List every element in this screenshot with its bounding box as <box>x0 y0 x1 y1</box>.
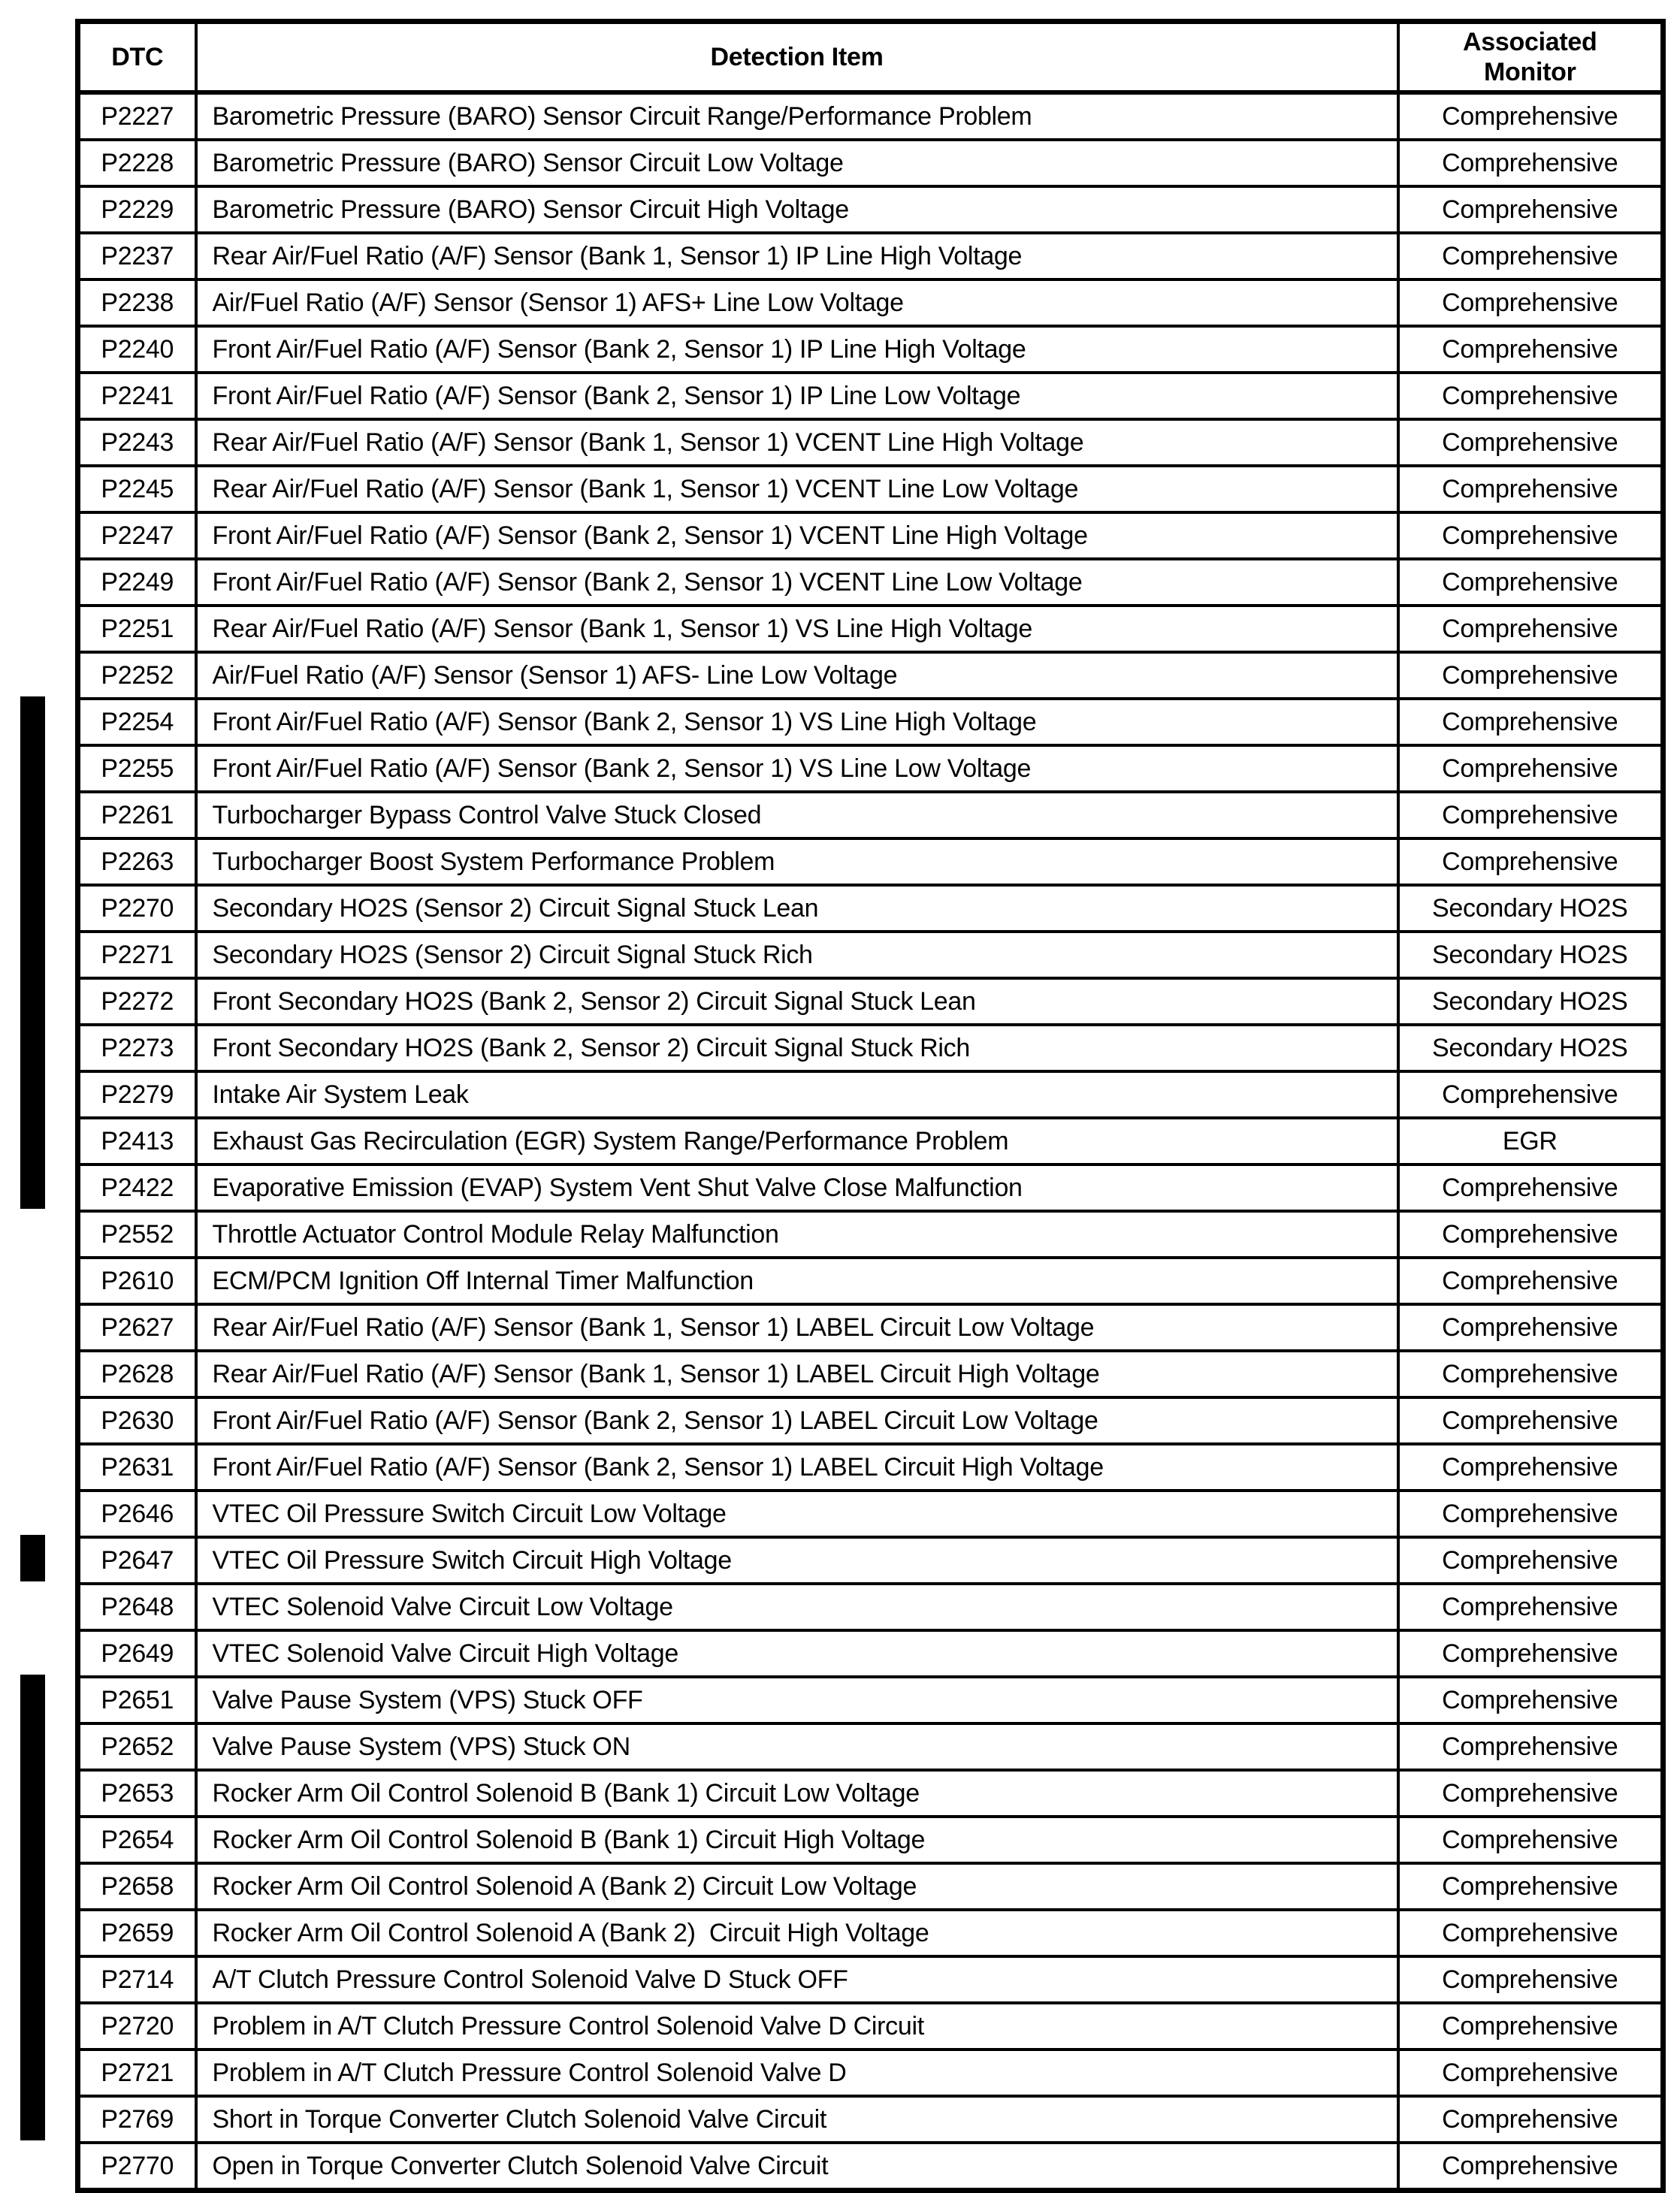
detection-item-cell: Rear Air/Fuel Ratio (A/F) Sensor (Bank 1, Sensor 1) LABEL Circuit High Voltage <box>196 1351 1398 1397</box>
detection-item-cell: VTEC Solenoid Valve Circuit Low Voltage <box>196 1584 1398 1630</box>
dtc-cell: P2238 <box>78 279 196 326</box>
table-row <box>78 1723 1663 1770</box>
associated-monitor-cell: Comprehensive <box>1398 512 1663 559</box>
dtc-cell: P2649 <box>78 1630 196 1677</box>
detection-item-cell: Secondary HO2S (Sensor 2) Circuit Signal Stuck Lean <box>196 885 1398 932</box>
dtc-cell: P2659 <box>78 1910 196 1956</box>
detection-item-cell: Rear Air/Fuel Ratio (A/F) Sensor (Bank 1, Sensor 1) VS Line High Voltage <box>196 606 1398 652</box>
associated-monitor-cell: Comprehensive <box>1398 792 1663 838</box>
associated-monitor-cell: Comprehensive <box>1398 1491 1663 1537</box>
dtc-cell: P2610 <box>78 1258 196 1304</box>
dtc-cell: P2229 <box>78 186 196 233</box>
table-row <box>78 1770 1663 1817</box>
table-row <box>78 1491 1663 1537</box>
associated-monitor-cell: Comprehensive <box>1398 186 1663 233</box>
detection-item-cell: Throttle Actuator Control Module Relay Malfunction <box>196 1211 1398 1258</box>
associated-monitor-cell: Comprehensive <box>1398 1304 1663 1351</box>
detection-item-cell: ECM/PCM Ignition Off Internal Timer Malfunction <box>196 1258 1398 1304</box>
associated-monitor-cell: Secondary HO2S <box>1398 885 1663 932</box>
detection-item-cell: Air/Fuel Ratio (A/F) Sensor (Sensor 1) AFS+ Line Low Voltage <box>196 279 1398 326</box>
dtc-cell: P2245 <box>78 466 196 512</box>
associated-monitor-cell: Comprehensive <box>1398 2050 1663 2096</box>
table-row <box>78 1164 1663 1211</box>
associated-monitor-cell: Comprehensive <box>1398 1910 1663 1956</box>
detection-item-cell: Rocker Arm Oil Control Solenoid A (Bank 2) Circuit High Voltage <box>196 1910 1398 1956</box>
table-row <box>78 699 1663 745</box>
dtc-cell: P2413 <box>78 1118 196 1164</box>
table-row <box>78 978 1663 1025</box>
dtc-cell: P2714 <box>78 1956 196 2003</box>
detection-item-cell: Valve Pause System (VPS) Stuck OFF <box>196 1677 1398 1723</box>
dtc-cell: P2721 <box>78 2050 196 2096</box>
table-row <box>78 326 1663 373</box>
revision-change-bar <box>20 1535 45 1581</box>
table-row <box>78 1071 1663 1118</box>
detection-item-cell: Rear Air/Fuel Ratio (A/F) Sensor (Bank 1, Sensor 1) IP Line High Voltage <box>196 233 1398 279</box>
associated-monitor-cell: Comprehensive <box>1398 1258 1663 1304</box>
detection-item-cell: Rocker Arm Oil Control Solenoid B (Bank 1) Circuit High Voltage <box>196 1817 1398 1863</box>
detection-item-cell: A/T Clutch Pressure Control Solenoid Valve D Stuck OFF <box>196 1956 1398 2003</box>
dtc-cell: P2647 <box>78 1537 196 1584</box>
table-row <box>78 1584 1663 1630</box>
dtc-cell: P2271 <box>78 932 196 978</box>
dtc-cell: P2654 <box>78 1817 196 1863</box>
detection-item-cell: VTEC Oil Pressure Switch Circuit High Voltage <box>196 1537 1398 1584</box>
associated-monitor-cell: Comprehensive <box>1398 1211 1663 1258</box>
dtc-cell: P2769 <box>78 2096 196 2143</box>
dtc-cell: P2249 <box>78 559 196 606</box>
dtc-cell: P2652 <box>78 1723 196 1770</box>
detection-item-cell: Front Air/Fuel Ratio (A/F) Sensor (Bank 2, Sensor 1) VS Line Low Voltage <box>196 745 1398 792</box>
table-row <box>78 1910 1663 1956</box>
dtc-cell: P2227 <box>78 92 196 140</box>
table-row <box>78 92 1663 140</box>
table-row <box>78 652 1663 699</box>
detection-item-cell: Rear Air/Fuel Ratio (A/F) Sensor (Bank 1, Sensor 1) VCENT Line Low Voltage <box>196 466 1398 512</box>
dtc-cell: P2254 <box>78 699 196 745</box>
table-row <box>78 1537 1663 1584</box>
table-row <box>78 559 1663 606</box>
dtc-cell: P2552 <box>78 1211 196 1258</box>
detection-item-cell: Intake Air System Leak <box>196 1071 1398 1118</box>
associated-monitor-cell: Comprehensive <box>1398 233 1663 279</box>
detection-item-cell: Front Air/Fuel Ratio (A/F) Sensor (Bank 2, Sensor 1) LABEL Circuit Low Voltage <box>196 1397 1398 1444</box>
associated-monitor-cell: Comprehensive <box>1398 745 1663 792</box>
associated-monitor-cell: Comprehensive <box>1398 373 1663 419</box>
associated-monitor-cell: Comprehensive <box>1398 652 1663 699</box>
associated-monitor-cell: Comprehensive <box>1398 140 1663 186</box>
dtc-cell: P2247 <box>78 512 196 559</box>
associated-monitor-cell: Comprehensive <box>1398 1584 1663 1630</box>
detection-item-cell: Open in Torque Converter Clutch Solenoid Valve Circuit <box>196 2143 1398 2191</box>
detection-item-cell: Air/Fuel Ratio (A/F) Sensor (Sensor 1) AFS- Line Low Voltage <box>196 652 1398 699</box>
detection-item-cell: Problem in A/T Clutch Pressure Control Solenoid Valve D <box>196 2050 1398 2096</box>
detection-item-cell: Barometric Pressure (BARO) Sensor Circuit High Voltage <box>196 186 1398 233</box>
detection-item-cell: Front Air/Fuel Ratio (A/F) Sensor (Bank 2, Sensor 1) IP Line Low Voltage <box>196 373 1398 419</box>
dtc-cell: P2240 <box>78 326 196 373</box>
dtc-cell: P2251 <box>78 606 196 652</box>
table-row <box>78 373 1663 419</box>
table-row <box>78 1863 1663 1910</box>
associated-monitor-cell: Secondary HO2S <box>1398 1025 1663 1071</box>
associated-monitor-cell: Comprehensive <box>1398 92 1663 140</box>
table-row <box>78 792 1663 838</box>
dtc-cell: P2658 <box>78 1863 196 1910</box>
table-row <box>78 419 1663 466</box>
detection-item-cell: Front Air/Fuel Ratio (A/F) Sensor (Bank 2, Sensor 1) LABEL Circuit High Voltage <box>196 1444 1398 1491</box>
detection-item-cell: VTEC Oil Pressure Switch Circuit Low Voltage <box>196 1491 1398 1537</box>
dtc-cell: P2279 <box>78 1071 196 1118</box>
dtc-cell: P2770 <box>78 2143 196 2191</box>
table-row <box>78 838 1663 885</box>
detection-item-cell: Rear Air/Fuel Ratio (A/F) Sensor (Bank 1, Sensor 1) LABEL Circuit Low Voltage <box>196 1304 1398 1351</box>
detection-item-cell: Rocker Arm Oil Control Solenoid B (Bank 1) Circuit Low Voltage <box>196 1770 1398 1817</box>
associated-monitor-cell: Comprehensive <box>1398 1863 1663 1910</box>
associated-monitor-cell: Comprehensive <box>1398 1537 1663 1584</box>
detection-item-cell: Front Air/Fuel Ratio (A/F) Sensor (Bank 2, Sensor 1) VS Line High Voltage <box>196 699 1398 745</box>
associated-monitor-cell: Comprehensive <box>1398 1351 1663 1397</box>
associated-monitor-cell: Comprehensive <box>1398 838 1663 885</box>
associated-monitor-cell: Comprehensive <box>1398 1397 1663 1444</box>
table-row <box>78 233 1663 279</box>
table-row <box>78 1025 1663 1071</box>
associated-monitor-cell: Secondary HO2S <box>1398 932 1663 978</box>
detection-item-cell: Front Air/Fuel Ratio (A/F) Sensor (Bank 2, Sensor 1) IP Line High Voltage <box>196 326 1398 373</box>
dtc-cell: P2273 <box>78 1025 196 1071</box>
dtc-cell: P2646 <box>78 1491 196 1537</box>
associated-monitor-cell: Comprehensive <box>1398 1677 1663 1723</box>
table-header-row <box>78 22 1663 93</box>
table-row <box>78 1211 1663 1258</box>
dtc-cell: P2720 <box>78 2003 196 2050</box>
dtc-cell: P2630 <box>78 1397 196 1444</box>
detection-item-cell: Barometric Pressure (BARO) Sensor Circuit Low Voltage <box>196 140 1398 186</box>
dtc-cell: P2261 <box>78 792 196 838</box>
table-row <box>78 1444 1663 1491</box>
dtc-cell: P2422 <box>78 1164 196 1211</box>
associated-monitor-cell: Comprehensive <box>1398 1770 1663 1817</box>
dtc-cell: P2263 <box>78 838 196 885</box>
table-row <box>78 1304 1663 1351</box>
table-row <box>78 140 1663 186</box>
table-row <box>78 1817 1663 1863</box>
revision-change-bar <box>20 696 45 1209</box>
detection-item-cell: Front Air/Fuel Ratio (A/F) Sensor (Bank 2, Sensor 1) VCENT Line Low Voltage <box>196 559 1398 606</box>
associated-monitor-cell: Comprehensive <box>1398 1164 1663 1211</box>
table-row <box>78 2143 1663 2191</box>
associated-monitor-cell: Secondary HO2S <box>1398 978 1663 1025</box>
table-row <box>78 1677 1663 1723</box>
dtc-cell: P2270 <box>78 885 196 932</box>
detection-item-cell: VTEC Solenoid Valve Circuit High Voltage <box>196 1630 1398 1677</box>
associated-monitor-cell: Comprehensive <box>1398 326 1663 373</box>
detection-item-cell: Exhaust Gas Recirculation (EGR) System Range/Performance Problem <box>196 1118 1398 1164</box>
dtc-cell: P2228 <box>78 140 196 186</box>
detection-item-cell: Front Air/Fuel Ratio (A/F) Sensor (Bank 2, Sensor 1) VCENT Line High Voltage <box>196 512 1398 559</box>
table-row <box>78 466 1663 512</box>
associated-monitor-cell: Comprehensive <box>1398 279 1663 326</box>
table-row <box>78 1956 1663 2003</box>
dtc-cell: P2272 <box>78 978 196 1025</box>
dtc-cell: P2628 <box>78 1351 196 1397</box>
dtc-cell: P2651 <box>78 1677 196 1723</box>
detection-item-cell: Secondary HO2S (Sensor 2) Circuit Signal Stuck Rich <box>196 932 1398 978</box>
associated-monitor-cell: Comprehensive <box>1398 419 1663 466</box>
detection-item-cell: Problem in A/T Clutch Pressure Control Solenoid Valve D Circuit <box>196 2003 1398 2050</box>
table-row <box>78 2096 1663 2143</box>
table-row <box>78 745 1663 792</box>
dtc-table <box>75 19 1666 2193</box>
associated-monitor-cell: Comprehensive <box>1398 466 1663 512</box>
dtc-cell: P2241 <box>78 373 196 419</box>
dtc-cell: P2631 <box>78 1444 196 1491</box>
associated-monitor-cell: Comprehensive <box>1398 559 1663 606</box>
dtc-cell: P2252 <box>78 652 196 699</box>
dtc-cell: P2237 <box>78 233 196 279</box>
header-associated-monitor: Associated Monitor <box>1398 22 1663 93</box>
associated-monitor-cell: EGR <box>1398 1118 1663 1164</box>
table-row <box>78 512 1663 559</box>
associated-monitor-cell: Comprehensive <box>1398 1071 1663 1118</box>
detection-item-cell: Turbocharger Boost System Performance Problem <box>196 838 1398 885</box>
associated-monitor-cell: Comprehensive <box>1398 1956 1663 2003</box>
associated-monitor-cell: Comprehensive <box>1398 1630 1663 1677</box>
associated-monitor-cell: Comprehensive <box>1398 1444 1663 1491</box>
header-dtc: DTC <box>78 22 196 93</box>
table-row <box>78 279 1663 326</box>
table-row <box>78 1118 1663 1164</box>
detection-item-cell: Valve Pause System (VPS) Stuck ON <box>196 1723 1398 1770</box>
detection-item-cell: Front Secondary HO2S (Bank 2, Sensor 2) Circuit Signal Stuck Lean <box>196 978 1398 1025</box>
associated-monitor-cell: Comprehensive <box>1398 2096 1663 2143</box>
detection-item-cell: Short in Torque Converter Clutch Solenoid Valve Circuit <box>196 2096 1398 2143</box>
table-row <box>78 1351 1663 1397</box>
header-detection-item: Detection Item <box>196 22 1398 93</box>
associated-monitor-cell: Comprehensive <box>1398 699 1663 745</box>
table-body <box>78 92 1663 2191</box>
table-row <box>78 2050 1663 2096</box>
detection-item-cell: Barometric Pressure (BARO) Sensor Circuit Range/Performance Problem <box>196 92 1398 140</box>
dtc-cell: P2627 <box>78 1304 196 1351</box>
associated-monitor-cell: Comprehensive <box>1398 1723 1663 1770</box>
associated-monitor-cell: Comprehensive <box>1398 2003 1663 2050</box>
detection-item-cell: Rear Air/Fuel Ratio (A/F) Sensor (Bank 1, Sensor 1) VCENT Line High Voltage <box>196 419 1398 466</box>
table-row <box>78 1397 1663 1444</box>
table-row <box>78 606 1663 652</box>
dtc-cell: P2653 <box>78 1770 196 1817</box>
dtc-cell: P2255 <box>78 745 196 792</box>
associated-monitor-cell: Comprehensive <box>1398 2143 1663 2191</box>
table-row <box>78 932 1663 978</box>
detection-item-cell: Front Secondary HO2S (Bank 2, Sensor 2) Circuit Signal Stuck Rich <box>196 1025 1398 1071</box>
detection-item-cell: Evaporative Emission (EVAP) System Vent Shut Valve Close Malfunction <box>196 1164 1398 1211</box>
detection-item-cell: Turbocharger Bypass Control Valve Stuck Closed <box>196 792 1398 838</box>
dtc-cell: P2243 <box>78 419 196 466</box>
table-row <box>78 2003 1663 2050</box>
revision-change-bar <box>20 1675 45 2140</box>
associated-monitor-cell: Comprehensive <box>1398 1817 1663 1863</box>
dtc-cell: P2648 <box>78 1584 196 1630</box>
associated-monitor-cell: Comprehensive <box>1398 606 1663 652</box>
detection-item-cell: Rocker Arm Oil Control Solenoid A (Bank 2) Circuit Low Voltage <box>196 1863 1398 1910</box>
table-row <box>78 1258 1663 1304</box>
table-row <box>78 1630 1663 1677</box>
table-row <box>78 885 1663 932</box>
table-row <box>78 186 1663 233</box>
